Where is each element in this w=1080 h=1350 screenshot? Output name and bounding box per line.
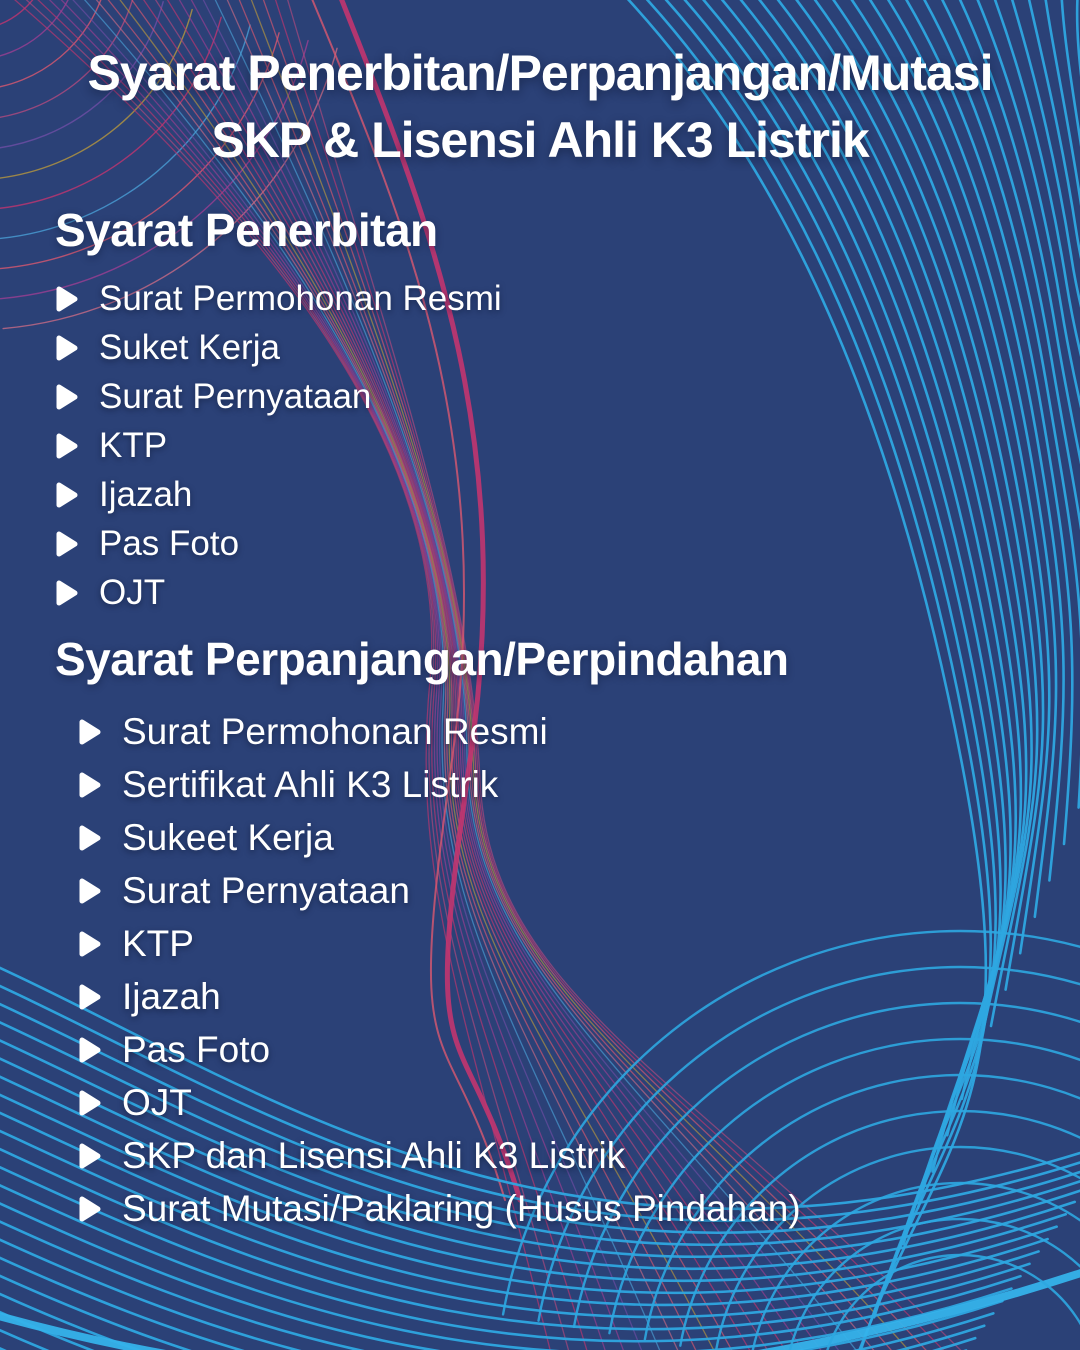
list-item-label: Ijazah xyxy=(122,975,221,1017)
list-item xyxy=(78,917,1080,970)
triangle-bullet-icon xyxy=(78,771,102,799)
list-item xyxy=(55,568,1080,617)
list-item-label: Pas Foto xyxy=(122,1028,271,1070)
list-item-label: Sertifikat Ahli K3 Listrik xyxy=(122,763,499,805)
list-item xyxy=(78,1129,1080,1182)
section-heading-penerbitan: Syarat Penerbitan xyxy=(55,204,438,256)
list-item xyxy=(55,519,1080,568)
list-item xyxy=(78,705,1080,758)
list-item xyxy=(55,323,1080,372)
list-item xyxy=(78,864,1080,917)
triangle-bullet-icon xyxy=(78,1142,102,1170)
requirements-list-penerbitan xyxy=(55,274,1080,617)
list-item-label: OJT xyxy=(99,572,166,612)
page-title xyxy=(0,0,1080,174)
title-line-2: SKP & Lisensi Ahli K3 Listrik xyxy=(211,112,869,168)
triangle-bullet-icon xyxy=(78,1089,102,1117)
list-item xyxy=(78,1023,1080,1076)
list-item-label: SKP dan Lisensi Ahli K3 Listrik xyxy=(122,1134,626,1176)
list-item xyxy=(78,970,1080,1023)
list-item xyxy=(78,811,1080,864)
title-line-1: Syarat Penerbitan/Perpanjangan/Mutasi xyxy=(87,45,993,101)
list-item xyxy=(55,372,1080,421)
requirements-list-perpanjangan xyxy=(78,705,1080,1235)
list-item-label: KTP xyxy=(122,922,194,964)
triangle-bullet-icon xyxy=(78,718,102,746)
triangle-bullet-icon xyxy=(78,1195,102,1223)
section-heading-perpanjangan: Syarat Perpanjangan/Perpindahan xyxy=(55,633,789,685)
list-item-label: Ijazah xyxy=(99,474,193,514)
triangle-bullet-icon xyxy=(55,530,79,558)
list-item-label: KTP xyxy=(99,425,168,465)
list-item-label: Surat Pernyataan xyxy=(122,869,410,911)
list-item-label: Surat Pernyataan xyxy=(99,376,372,416)
triangle-bullet-icon xyxy=(55,383,79,411)
list-item xyxy=(78,758,1080,811)
list-item xyxy=(78,1182,1080,1235)
list-item-label: Surat Mutasi/Paklaring (Husus Pindahan) xyxy=(122,1187,801,1229)
triangle-bullet-icon xyxy=(55,334,79,362)
list-item-label: Pas Foto xyxy=(99,523,240,563)
list-item-label: Sukeet Kerja xyxy=(122,816,334,858)
list-item-label: OJT xyxy=(122,1081,192,1123)
triangle-bullet-icon xyxy=(55,579,79,607)
list-item-label: Suket Kerja xyxy=(99,327,280,367)
list-item-label: Surat Permohonan Resmi xyxy=(122,710,548,752)
triangle-bullet-icon xyxy=(78,877,102,905)
list-item xyxy=(55,421,1080,470)
list-item xyxy=(78,1076,1080,1129)
triangle-bullet-icon xyxy=(78,1036,102,1064)
triangle-bullet-icon xyxy=(55,481,79,509)
triangle-bullet-icon xyxy=(55,285,79,313)
triangle-bullet-icon xyxy=(55,432,79,460)
list-item-label: Surat Permohonan Resmi xyxy=(99,278,502,318)
triangle-bullet-icon xyxy=(78,824,102,852)
triangle-bullet-icon xyxy=(78,930,102,958)
triangle-bullet-icon xyxy=(78,983,102,1011)
list-item xyxy=(55,470,1080,519)
list-item xyxy=(55,274,1080,323)
